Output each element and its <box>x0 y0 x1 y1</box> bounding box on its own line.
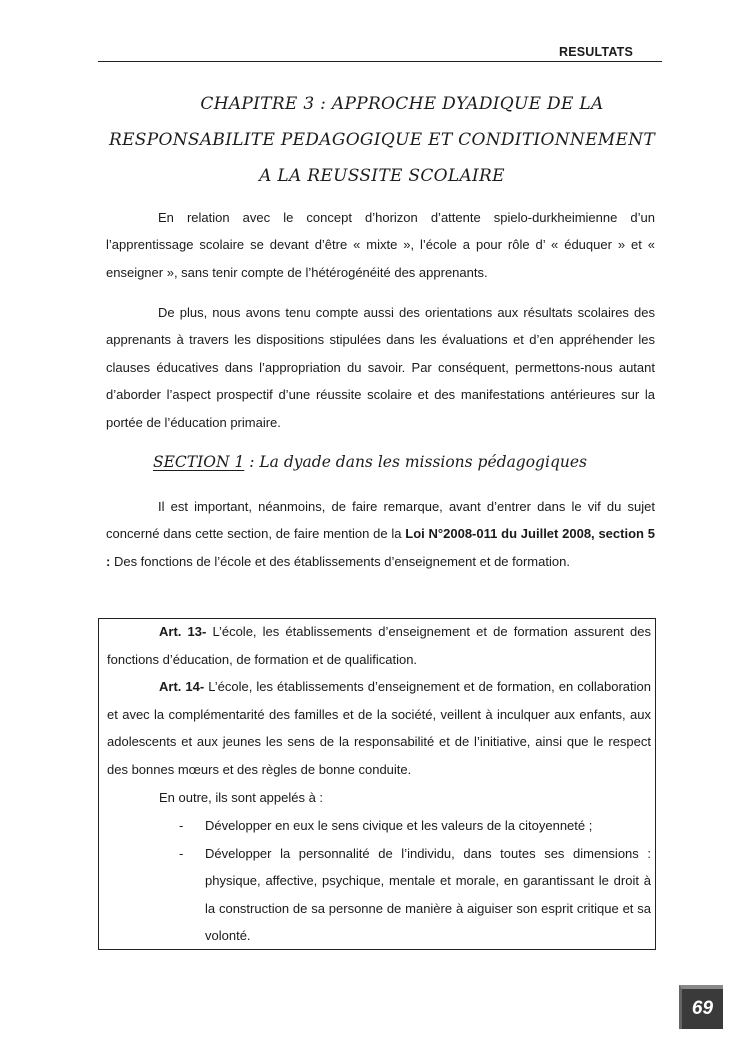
list-item-text: Développer la personnalité de l’individu, dans toutes ses dimensions : physique, affective, psychique, mentale et morale, en garantissant le droit à la construction de sa personne de manière à aiguiser son esprit critique et sa volonté. <box>205 845 651 944</box>
section-title: : La dyade dans les missions pédagogiques <box>244 453 587 471</box>
paragraph-3-start: Il est important, néanmoins, de faire remarque, avant d’entrer dans le vif du sujet concerné dans cette section, de faire mention de la <box>106 499 655 542</box>
list-item <box>179 840 651 950</box>
bullet-dash: - <box>179 845 184 861</box>
section-label: SECTION 1 <box>153 453 245 471</box>
chapter-title-line-1: CHAPITRE 3 : APPROCHE DYADIQUE DE LA <box>200 94 604 114</box>
header-section-label: RESULTATS <box>559 45 634 59</box>
article-13 <box>107 618 651 673</box>
article-intro: En outre, ils sont appelés à : <box>159 790 324 805</box>
section-heading <box>153 453 587 471</box>
bullet-dash: - <box>179 818 184 833</box>
list-item-text: Développer en eux le sens civique et les valeurs de la citoyenneté ; <box>205 818 593 833</box>
chapter-title-line-2: RESPONSABILITE PEDAGOGIQUE ET CONDITIONNEMENT <box>108 130 656 150</box>
article-14-text: L’école, les établissements d’enseignement et de formation, en collaboration et avec la complémentarité des familles et de la société, veillent à inculquer aux enfants, aux adolescents et aux jeunes les sens de la responsabilité et de l’initiative, ainsi que le respect des bonnes mœurs et des règles de bonne conduite. <box>107 679 651 777</box>
article-14 <box>107 673 651 783</box>
paragraph-3-end: Des fonctions de l’école et des établissements d’enseignement et de formation. <box>110 553 570 569</box>
paragraph-3 <box>106 493 655 575</box>
paragraph-2: De plus, nous avons tenu compte aussi des orientations aux résultats scolaires des apprenants à travers les dispositions stipulées dans les évaluations et d’en appréhender les clauses éducatives dans l’appropriation du savoir. Par conséquent, permettons-nous autant d’aborder l’aspect prospectif d’une réussite scolaire et des manifestations antérieures sur la portée de l’éducation primaire. <box>106 305 655 430</box>
article-13-text: L’école, les établissements d’enseignement et de formation assurent des fonctions d’éducation, de formation et de qualification. <box>107 624 651 667</box>
chapter-title <box>104 86 660 194</box>
header-rule <box>98 61 662 62</box>
article-13-label: Art. 13- <box>159 624 207 639</box>
law-excerpt-box <box>98 618 656 950</box>
page-number-badge: 69 <box>679 985 723 1029</box>
chapter-title-line-3: A LA REUSSITE SCOLAIRE <box>259 166 505 186</box>
list-item <box>179 812 651 840</box>
paragraph-1: En relation avec le concept d’horizon d’attente spielo-durkheimienne d’un l’apprentissage scolaire se devant d’être « mixte », l’école a pour rôle d’ « éduquer » et « enseigner », sans tenir compte de l’hétérogénéité des apprenants. <box>106 210 655 280</box>
mission-list <box>179 812 651 950</box>
law-reference: Loi N°2008-011 du Juillet 2008, section 5 : <box>106 526 655 569</box>
article-14-label: Art. 14- <box>159 679 205 694</box>
